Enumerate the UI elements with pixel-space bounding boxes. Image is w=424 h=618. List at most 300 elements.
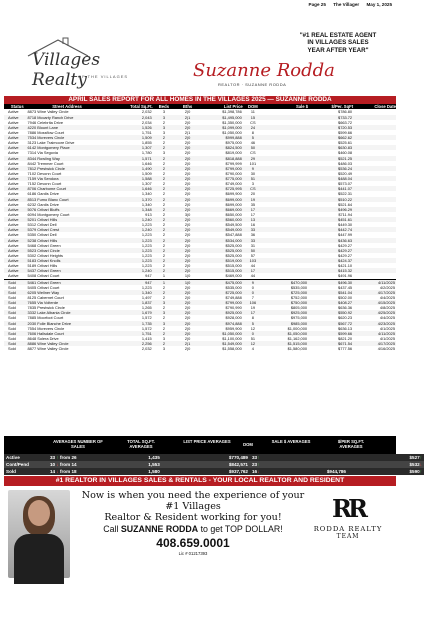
table-cell: 2,256 (108, 341, 153, 346)
table-cell: $1,515,000 (263, 341, 308, 346)
table-cell: 50 (243, 248, 263, 253)
table-cell: 2 (162, 284, 165, 290)
table-cell: 7606 Hallsdale Court (27, 331, 108, 336)
column-header: Status (4, 104, 27, 109)
table-cell: 1,340 (141, 201, 152, 207)
table-cell: 1,370 (108, 197, 153, 202)
table-cell: $711.94 (338, 211, 353, 217)
table-cell: 1,751 (141, 129, 152, 135)
averages-header (4, 436, 396, 454)
table-cell: 46 (250, 140, 256, 146)
table-cell: 2 (162, 305, 165, 311)
table-cell: 33 (243, 227, 263, 232)
table-cell: 2|0 (175, 135, 200, 140)
table-cell: 4/15/2025 (353, 300, 396, 305)
pitch-line: Now is when you need the experience of your #1 Villages (81, 490, 305, 512)
column-header: Total Sq.Ft. (108, 104, 153, 109)
table-cell: 2030 Folle Blanche Drive (27, 321, 108, 326)
averages-count: 33 (50, 455, 56, 460)
table-cell: 2|0 (184, 119, 191, 125)
averages-dom: 16 (252, 469, 258, 474)
table-cell: $525.61 (338, 140, 353, 146)
table-cell: 5 (243, 321, 263, 326)
table-cell: 4/2/2025 (379, 284, 395, 290)
arrow-up-icon: ↑ (257, 462, 260, 467)
table-cell: 2 (162, 119, 165, 125)
table-cell: $775,000 (200, 176, 243, 181)
table-cell: 8442 Tremmer Court (27, 160, 64, 166)
averages-row (4, 461, 424, 468)
table-cell: 4/25/2025 (353, 310, 396, 315)
table-cell: 2 (153, 166, 176, 171)
logo-subtitle: OF THE VILLAGES (78, 74, 129, 79)
rr-monogram: RR (332, 494, 364, 523)
table-cell: $421.10 (338, 263, 353, 269)
table-cell: 35 (250, 201, 256, 207)
table-cell: Active (4, 207, 27, 212)
table-cell: 5183 Cribari Knolls (27, 258, 108, 263)
table-cell: Active (8, 140, 19, 146)
table-cell: $451.61 (308, 217, 353, 222)
table-cell: Active (8, 232, 19, 238)
table-cell: 1,780 (141, 150, 152, 156)
table-cell: $460.08 (338, 150, 353, 156)
table-cell: 2 (153, 135, 176, 140)
column-header: Bths (175, 104, 200, 109)
table-cell: Active (8, 211, 19, 217)
table-cell: Active (4, 258, 27, 263)
averages-label: Active (6, 455, 20, 460)
table-cell: 2|0 (175, 186, 200, 191)
table-cell: 2|0 (184, 170, 191, 176)
arrow-down-icon: ↓ (56, 462, 59, 467)
table-cell: $699,000 (200, 197, 243, 202)
table-cell: 2 (153, 197, 176, 202)
agent-ad-footer (0, 476, 400, 618)
table-cell: $510.22 (308, 197, 353, 202)
table-cell: $725,995 (200, 186, 243, 191)
table-cell: $925,000 (263, 310, 308, 315)
table-cell: $777.56 (338, 346, 353, 352)
table-cell: 7554 Mcrevers Circle (27, 325, 65, 331)
table-cell: 1|0 (184, 273, 191, 279)
table-cell: 103 (243, 258, 263, 263)
call-suffix: to get TOP DOLLAR! (200, 524, 283, 534)
averages-from: from 18 (59, 469, 77, 474)
table-cell: 0 (243, 290, 263, 295)
table-cell: 5523 Cribari Circle (27, 248, 108, 253)
averages-col-dom: DOM (243, 442, 253, 447)
table-cell: Active (4, 125, 27, 130)
averages-cell (48, 461, 122, 468)
table-cell: 1,571 (108, 156, 153, 161)
table-cell: 1,223 (141, 252, 152, 258)
averages-list: $937,762 (228, 469, 248, 474)
table-cell: 2 (162, 315, 165, 321)
table-cell: $1,162,000 (287, 335, 308, 341)
table-cell: $669,000 (200, 207, 243, 212)
table-cell: $429.27 (338, 242, 353, 248)
table-cell: $1,495,000 (200, 115, 243, 120)
table-cell: 2|1 (184, 129, 191, 135)
table-cell: Active (8, 160, 19, 166)
table-cell: 1,509 (141, 170, 152, 176)
averages-cell (122, 461, 186, 468)
table-cell: 3 (162, 150, 165, 156)
table-cell: 6094 Montgomery Court (27, 211, 70, 217)
table-cell: 1,588 (108, 176, 153, 181)
table-cell: 2|0 (184, 242, 191, 248)
averages-list: $842,571 (228, 462, 248, 467)
table-cell: Active (4, 145, 27, 150)
averages-cell (280, 454, 348, 461)
averages-sqft: 1,553 (148, 462, 160, 467)
table-cell: 2|0 (175, 300, 200, 305)
table-cell: $486.03 (338, 160, 353, 166)
averages-sale: $944,786 (326, 469, 346, 474)
table-cell: Active (8, 181, 19, 187)
table-cell: 8125 Cabernet Court (27, 294, 64, 300)
averages-sqft: 1,435 (148, 455, 160, 460)
table-cell: 2 (162, 140, 165, 146)
averages-dom: 33 (252, 455, 258, 460)
table-cell: $424.37 (308, 258, 353, 263)
table-cell: 7886 Mossflow Court (27, 129, 65, 135)
table-cell: 1,490 (108, 166, 153, 171)
table-cell: $733.72 (308, 115, 353, 120)
table-cell: Active (4, 156, 27, 161)
call-to-action (78, 524, 308, 534)
table-cell: 2 (162, 232, 165, 238)
table-cell: $650,000 (225, 211, 242, 217)
table-cell: 2|1 (175, 115, 200, 120)
table-cell: 8706 Charbome Court (27, 186, 108, 191)
table-cell: 4 (251, 346, 254, 352)
table-cell: 3 (162, 109, 165, 115)
table-cell: 6142 Montgomery Place (27, 145, 108, 150)
averages-row (4, 454, 424, 461)
table-cell: $408.27 (308, 300, 353, 305)
table-cell: 2 (153, 331, 176, 336)
table-cell: 1,855 (141, 140, 152, 146)
table-cell: 2 (162, 191, 165, 197)
table-cell: 7946 Celebrita Drive (27, 119, 63, 125)
table-cell: CS (250, 150, 256, 156)
table-cell: $535,000 (290, 284, 308, 290)
table-cell: 7534 Mcrevers Circle (27, 135, 108, 140)
villages-realty-logo (18, 36, 138, 90)
table-cell: 1,526 (108, 125, 153, 130)
table-cell: 2|0 (184, 201, 191, 207)
averages-cell (4, 461, 48, 468)
table-cell: 29 (243, 156, 263, 161)
column-header: Street Address (27, 104, 108, 109)
table-cell: 2 (162, 160, 165, 166)
table-cell: 4/4/2025 (379, 294, 395, 300)
table-cell: Sold (8, 325, 16, 331)
table-cell: 13 (243, 217, 263, 222)
table-cell: $447.99 (338, 232, 353, 238)
table-cell: 17 (250, 211, 256, 217)
table-cell: Sold (4, 341, 27, 346)
table-cell: 1,735 (108, 321, 153, 326)
averages-label: Cont/Pend (6, 462, 29, 467)
table-cell: 1,240 (108, 268, 153, 273)
table-cell: 2 (153, 290, 176, 295)
table-cell: $985,000 (263, 321, 308, 326)
table-cell: 4/8/2025 (379, 305, 395, 311)
table-cell: 4/11/2025 (353, 331, 396, 336)
table-cell: 1 (162, 273, 165, 279)
table-cell: 2|0 (184, 305, 191, 311)
table-cell: $1,350,000 (222, 119, 242, 125)
table-cell: 2|0 (184, 335, 191, 341)
averages-psf: $590 (409, 469, 420, 474)
table-cell: 3 (162, 129, 165, 135)
table-cell: 7812 Prestwick Circle (27, 166, 108, 171)
table-cell: 36 (250, 232, 256, 238)
table-cell: 2 (153, 238, 176, 243)
table-cell: 1,223 (141, 232, 152, 238)
table-cell: Active (4, 268, 27, 273)
table-cell: $1,099,000 (200, 125, 243, 130)
averages-cell (280, 468, 348, 475)
table-cell: 5312 Cribari Dell (27, 222, 57, 228)
table-cell: $534,000 (200, 238, 243, 243)
table-cell: 2|0 (175, 238, 200, 243)
table-cell: 5408 Cribari Court (27, 273, 60, 279)
table-cell: $449.30 (338, 222, 353, 228)
table-cell: 1,240 (108, 227, 153, 232)
table-cell: Sold (8, 294, 16, 300)
averages-row (4, 468, 424, 475)
averages-cell (186, 461, 250, 468)
table-cell: 2|0 (184, 346, 191, 352)
table-cell: 2 (153, 258, 176, 263)
agent-signature-subtitle: REALTOR · SUZANNE RODDA (218, 82, 287, 87)
table-cell: 12 (243, 341, 263, 346)
table-cell: Active (4, 135, 27, 140)
table-cell: 2 (162, 170, 165, 176)
rr-team-label: TEAM (336, 533, 360, 540)
table-cell: 15 (243, 115, 263, 120)
table-cell: 5437 Cribari Green (27, 268, 108, 273)
table-cell: $725,000 (200, 290, 243, 295)
table-cell: 4/23/2025 (353, 321, 396, 326)
table-cell: 1,223 (141, 222, 152, 228)
table-cell: 31 (250, 242, 256, 248)
arrow-up-icon: ↑ (56, 455, 59, 460)
table-cell: 16 (250, 222, 256, 228)
table-cell: 913 (145, 211, 152, 217)
table-cell: 2|0 (175, 248, 200, 253)
table-cell: 1,572 (141, 315, 152, 321)
table-cell: 2|0 (184, 222, 191, 228)
table-cell: 2 (162, 252, 165, 258)
table-cell: 51 (250, 335, 256, 341)
table-cell: Active (4, 248, 27, 253)
table-cell: $1,398,786 (222, 109, 242, 115)
table-cell: 2 (153, 176, 176, 181)
table-cell: 2,034 (141, 119, 152, 125)
table-cell: 1,415 (141, 335, 152, 341)
column-header: DOM (243, 104, 263, 109)
table-cell: $470,000 (263, 279, 308, 285)
arrow-down-icon: ↓ (419, 462, 422, 467)
table-cell: 3|0 (184, 211, 191, 217)
table-cell: 20 (250, 191, 256, 197)
table-cell: 2 (153, 227, 176, 232)
table-cell: $824,500 (200, 145, 243, 150)
table-cell: 51 (243, 176, 263, 181)
table-cell: 2|0 (184, 191, 191, 197)
table-cell: 2|0 (184, 263, 191, 269)
table-cell: Active (8, 201, 19, 207)
averages-cell (348, 468, 424, 475)
table-cell: 2|0 (175, 217, 200, 222)
table-cell: 2|0 (184, 109, 191, 115)
license-number: Lic # 01217393 (178, 551, 208, 556)
table-cell: 2 (162, 294, 165, 300)
table-cell: 2|0 (175, 197, 200, 202)
table-cell: 44 (250, 273, 256, 279)
phone-number[interactable]: 408.659.0001 (156, 536, 230, 550)
table-cell: 33 (243, 238, 263, 243)
table-cell: 44 (250, 263, 256, 269)
table-cell: 8344 Rowling Way (27, 156, 108, 161)
table-cell: 2|0 (184, 284, 191, 290)
table-cell: 2|0 (175, 258, 200, 263)
table-cell: 4/17/2025 (353, 290, 396, 295)
table-cell: $525,000 (225, 252, 242, 258)
averages-col-sale: SALE $ AVERAGES (271, 439, 311, 444)
table-cell: $599.66 (308, 331, 353, 336)
table-cell: 8 (251, 315, 254, 321)
averages-cell (122, 454, 186, 461)
table-cell: 2,032 (141, 109, 152, 115)
table-cell: 2 (162, 201, 165, 207)
award-line: IN VILLAGES SALES (307, 39, 369, 47)
table-cell: $550.92 (308, 310, 353, 315)
table-cell: $790,000 (225, 170, 242, 176)
table-cell: $620.23 (338, 315, 353, 321)
table-cell: Active (4, 217, 27, 222)
table-cell: 2|0 (175, 207, 200, 212)
table-cell: $469,000 (225, 273, 242, 279)
arrow-up-icon: ↑ (419, 455, 422, 460)
table-cell: $750,000 (263, 300, 308, 305)
table-cell: 2|1 (175, 341, 200, 346)
arrow-up-icon: ↑ (257, 455, 260, 460)
column-header: Sale $ (263, 104, 308, 109)
table-cell: $1,050,000 (200, 331, 243, 336)
column-header: Beds (153, 104, 176, 109)
table-cell: 1,509 (108, 135, 153, 140)
averages-col-list: LIST PRICE AVERAGES (183, 439, 231, 444)
table-cell: 8886 Wine Valley Circle (27, 341, 108, 346)
table-cell: $819,000 (225, 150, 242, 156)
table-cell: 2|0 (175, 310, 200, 315)
averages-psf: $532 (409, 462, 420, 467)
table-cell: 5379 Cribari Crest (27, 227, 108, 232)
table-cell: 7102 Devonn Court (27, 170, 62, 176)
table-cell: 7152 Devonn Court (27, 181, 62, 187)
table-cell: $1,050,000 (263, 331, 308, 336)
table-cell: 1,240 (108, 217, 153, 222)
table-cell: 1,348 (108, 207, 153, 212)
table-cell: Active (4, 166, 27, 171)
averages-count: 14 (50, 469, 56, 474)
table-cell: 2|0 (184, 232, 191, 238)
table-cell: 0 (243, 331, 263, 336)
table-cell: $790,990 (225, 305, 242, 311)
table-cell: 2 (162, 211, 165, 217)
table-cell: $521.25 (308, 156, 353, 161)
rr-company-name: RODDA REALTY (313, 525, 383, 533)
table-cell: 7314 Via Segovia (27, 150, 58, 156)
table-cell: 2|0 (184, 294, 191, 300)
table-cell: CS (250, 119, 256, 125)
table-cell: Active (4, 186, 27, 191)
table-cell: $799,000 (200, 300, 243, 305)
sales-table (4, 104, 396, 351)
table-cell: 3 (153, 300, 176, 305)
table-cell: $925,000 (200, 310, 243, 315)
table-cell: $515,000 (225, 263, 242, 269)
table-cell: 6232 Gardis Drive (27, 201, 59, 207)
table-cell: Active (8, 170, 19, 176)
table-cell: $599.66 (338, 129, 353, 135)
table-cell: 5468 Cribari Green (27, 242, 61, 248)
table-cell: 3123 Lake Traimoore Drive (27, 140, 75, 146)
table-cell: $525,000 (225, 242, 242, 248)
table-cell: 2|0 (175, 145, 200, 150)
table-cell: Active (8, 222, 19, 228)
table-cell: 2 (162, 181, 165, 187)
table-cell: 1,751 (108, 331, 153, 336)
table-cell: 57 (250, 252, 256, 258)
table-cell: 1,679 (108, 310, 153, 315)
table-cell: 2|0 (184, 315, 191, 321)
table-cell: 3 (162, 346, 165, 352)
arrow-down-icon: ↓ (56, 469, 59, 474)
table-cell: $974,888 (200, 321, 243, 326)
table-cell: 2|0 (184, 252, 191, 258)
averages-table (4, 454, 424, 475)
table-cell: 2 (153, 186, 176, 191)
table-cell: 7 (251, 294, 254, 300)
table-cell: $821.20 (338, 335, 353, 341)
table-cell: 1,223 (141, 284, 152, 290)
table-cell: $415.32 (308, 268, 353, 273)
table-cell: 8 (251, 129, 254, 135)
averages-cell (348, 454, 424, 461)
table-cell: 2|0 (175, 321, 200, 326)
table-cell: 1,223 (108, 238, 153, 243)
table-cell: 947 (145, 273, 152, 279)
table-cell: 2|0 (184, 140, 191, 146)
table-cell: 1,646 (141, 160, 152, 166)
averages-cell (4, 468, 48, 475)
table-cell: $429.27 (308, 248, 353, 253)
table-cell: 5405 Cribari Court (27, 284, 60, 290)
averages-cell (48, 454, 122, 461)
table-cell: $975,000 (290, 315, 308, 321)
table-cell: 2|0 (175, 166, 200, 171)
table-cell: $519,000 (200, 258, 243, 263)
table-cell: Active (8, 119, 19, 125)
table-cell: 19 (243, 197, 263, 202)
